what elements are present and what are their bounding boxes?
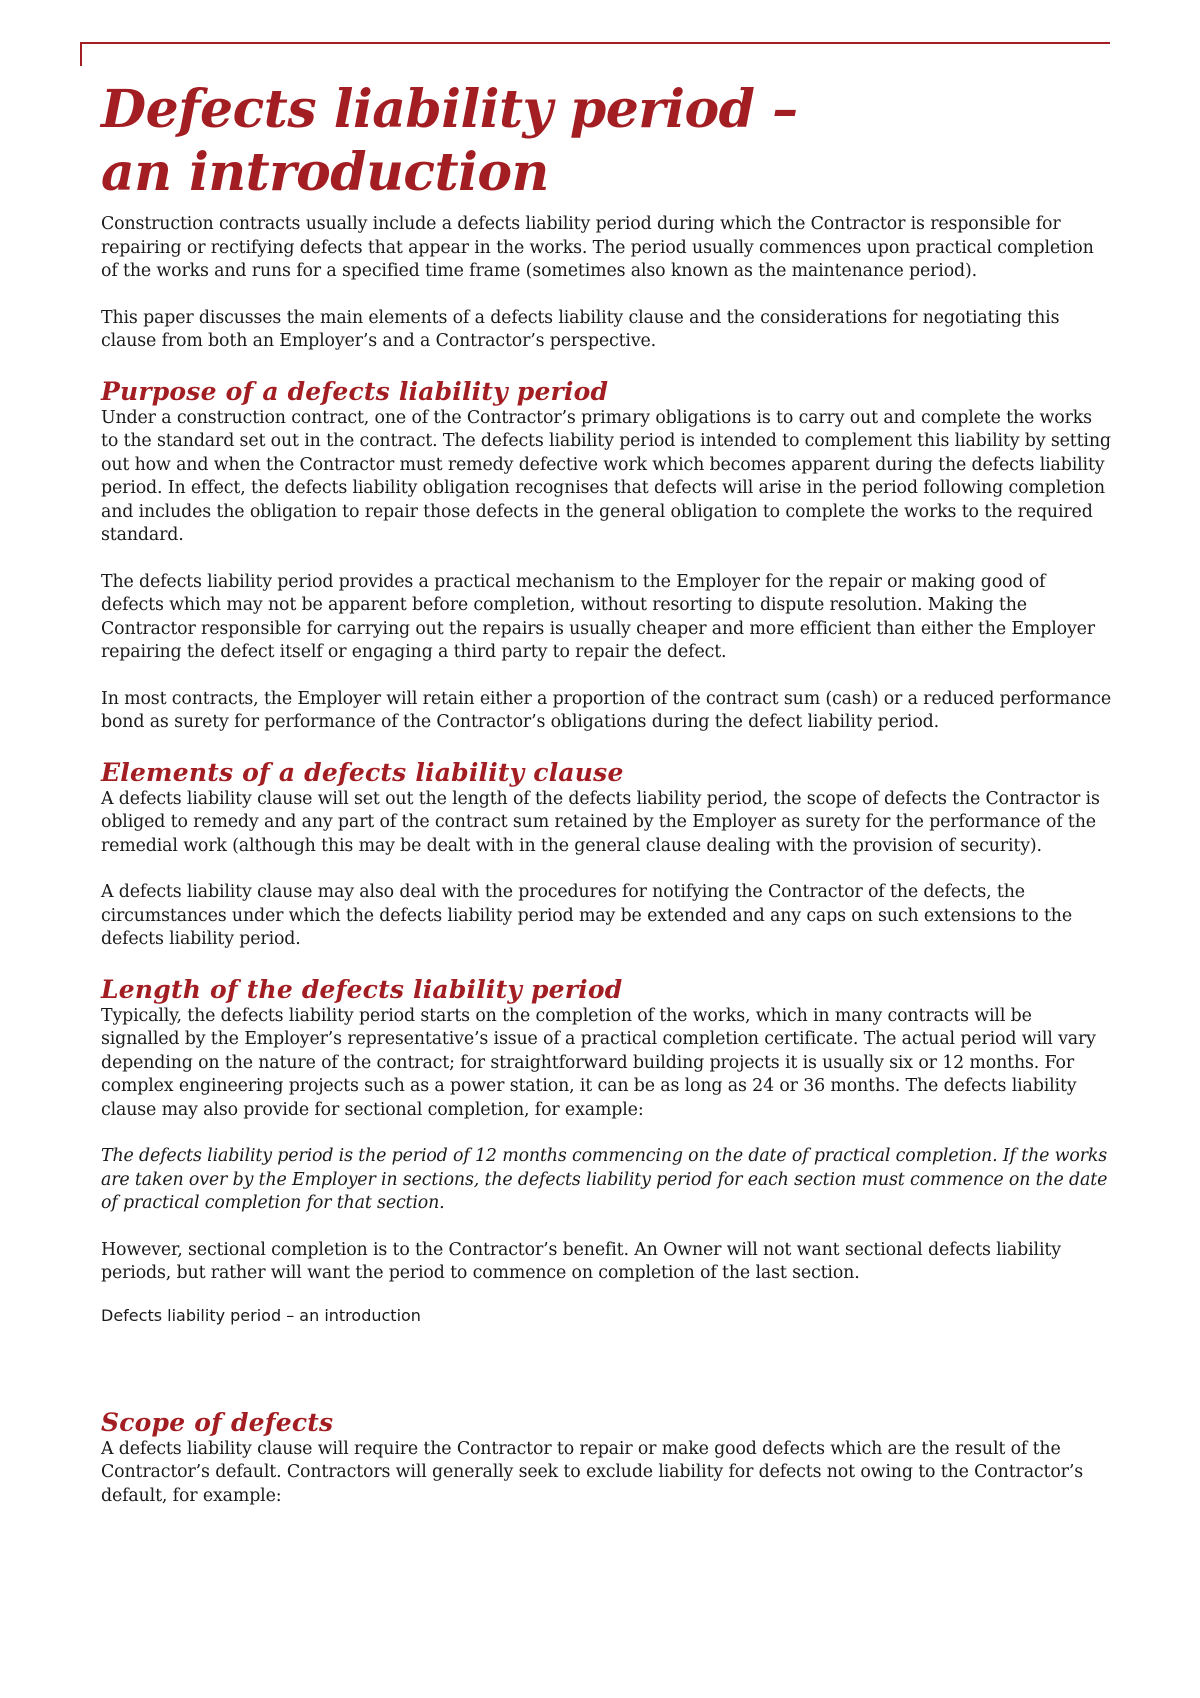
purpose-paragraph-2: The defects liability period provides a practical mechanism to the Employer for the repair or making good of defects which may not be apparent before completion, without resorting to dispute resolution. Making the Contractor responsible for carrying out the repairs is usually cheaper and more efficient than either the Employer repairing the defect itself or engaging a third party to repair the defect. (101, 571, 1095, 662)
page-content (101, 78, 1111, 1508)
scope-paragraph-1: A defects liability clause will require the Contractor to repair or make good defects which are the result of the Contractor’s default. Contractors will generally seek to exclude liability for defects not owing to the Contractor’s default, for example: (101, 1438, 1083, 1506)
purpose-paragraph-3: In most contracts, the Employer will retain either a proportion of the contract sum (cash) or a reduced performance bond as surety for performance of the Contractor’s obligations during the defect liability period. (101, 688, 1111, 732)
top-rule-tick (80, 42, 82, 66)
elements-paragraph-1: A defects liability clause will set out the length of the defects liability period, the scope of defects the Contractor is obliged to remedy and any part of the contract sum retained by the Employer as surety for the performance of the remedial work (although this may be dealt with in the general clause dealing with the provision of security). (101, 788, 1100, 856)
section-heading-purpose: Purpose of a defects liability period (101, 376, 609, 406)
page-title (101, 78, 1111, 204)
purpose-paragraph-1: Under a construction contract, one of the Contractor’s primary obligations is to carry out and complete the works to the standard set out in the contract. The defects liability period is intended to complement this liability by setting out how and when the Contractor must remedy defective work which becomes apparent during the defects liability period. In effect, the defects liability obligation recognises that defects will arise in the period following completion and includes the obligation to repair those defects in the general obligation to complete the works to the required standard. (101, 407, 1111, 545)
length-quote: The defects liability period is the period of 12 months commencing on the date of practical completion. If the works are taken over by the Employer in sections, the defects liability period for each section must commence on the date of practical completion for that section. (101, 1146, 1108, 1213)
section-heading-scope: Scope of defects (101, 1407, 334, 1437)
section-heading-length: Length of the defects liability period (101, 974, 623, 1004)
length-paragraph-1: Typically, the defects liability period starts on the completion of the works, which in many contracts will be signalled by the Employer’s representative’s issue of a practical completion certificate. The actual period will vary depending on the nature of the contract; for straightforward building projects it is usually six or 12 months. For complex engineering projects such as a power station, it can be as long as 24 or 36 months. The defects liability clause may also provide for sectional completion, for example: (101, 1005, 1096, 1120)
page-title-line-1: Defects liability period – (101, 79, 798, 140)
intro-paragraph-2: This paper discusses the main elements of a defects liability clause and the considerations for negotiating this clause from both an Employer’s and a Contractor’s perspective. (101, 307, 1060, 351)
page-title-line-2: an introduction (101, 142, 549, 203)
length-paragraph-2: However, sectional completion is to the Contractor’s benefit. An Owner will not want sectional defects liability periods, but rather will want the period to commence on completion of the last section. (101, 1239, 1061, 1283)
section-heading-elements: Elements of a defects liability clause (101, 757, 624, 787)
top-rule (80, 42, 1110, 44)
intro-paragraph-1: Construction contracts usually include a defects liability period during which the Contractor is responsible for repairing or rectifying defects that appear in the works. The period usually commences upon practical completion of the works and runs for a specified time frame (sometimes also known as the maintenance period). (101, 214, 1094, 281)
elements-paragraph-2: A defects liability clause may also deal with the procedures for notifying the Contractor of the defects, the circumstances under which the defects liability period may be extended and any caps on such extensions to the defects liability period. (101, 882, 1072, 949)
page-footer: Defects liability period – an introduction (101, 1305, 421, 1325)
